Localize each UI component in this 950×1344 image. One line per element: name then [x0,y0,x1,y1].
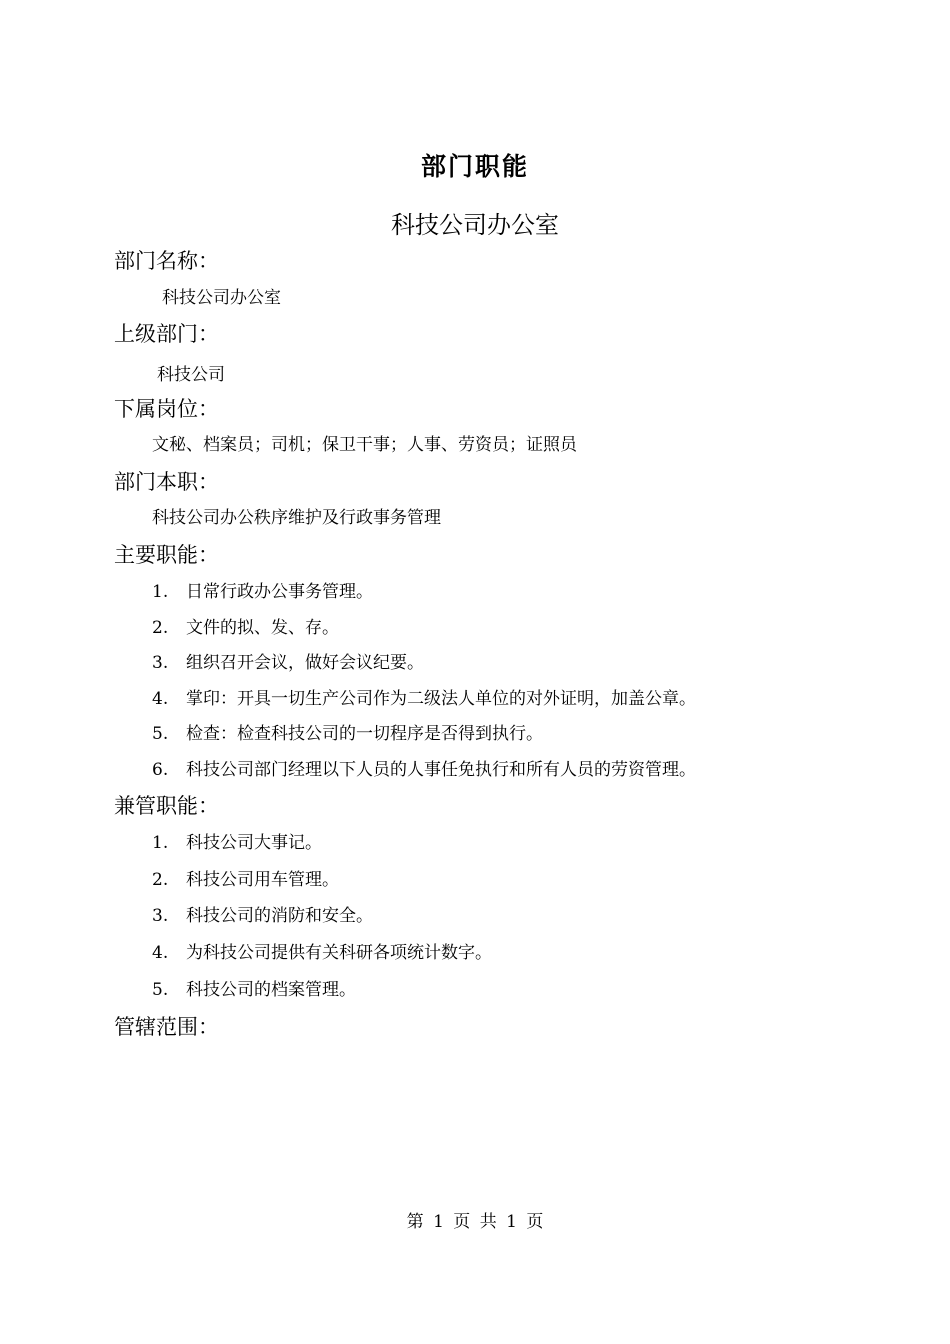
list-item-text: 科技公司用车管理。 [186,870,339,890]
list-item [152,979,356,1001]
list-item [152,688,696,710]
list-item-number: 5. [152,980,169,1000]
list-item [152,832,322,854]
jurisdiction-heading: 管辖范围： [114,1015,219,1039]
main-functions-heading: 主要职能： [114,543,219,567]
list-item-number: 6. [152,760,169,780]
list-item-text: 科技公司部门经理以下人员的人事任免执行和所有人员的劳资管理。 [186,760,696,780]
list-item-number: 2. [152,870,169,890]
list-item-number: 3. [152,653,169,673]
list-item [152,617,339,639]
list-item [152,942,492,964]
document-subtitle: 科技公司办公室 [391,211,559,239]
list-item [152,869,339,891]
page-footer: 第 1 页 共 1 页 [406,1212,544,1232]
list-item [152,652,424,674]
list-item [152,723,543,745]
list-item-number: 2. [152,618,169,638]
list-item [152,905,373,927]
dept-name-heading: 部门名称： [114,249,219,273]
list-item-number: 3. [152,906,169,926]
list-item-text: 科技公司大事记。 [186,833,322,853]
list-item-text: 掌印：开具一切生产公司作为二级法人单位的对外证明，加盖公章。 [186,689,696,709]
list-item [152,581,373,603]
list-item-number: 4. [152,689,169,709]
subordinate-posts-text: 文秘、档案员；司机；保卫干事；人事、劳资员；证照员 [152,435,577,455]
parent-dept-text: 科技公司 [157,365,225,385]
list-item-text: 检查：检查科技公司的一切程序是否得到执行。 [186,724,543,744]
dept-duty-heading: 部门本职： [114,470,219,494]
list-item-text: 日常行政办公事务管理。 [186,582,373,602]
list-item-text: 科技公司的消防和安全。 [186,906,373,926]
list-item [152,759,696,781]
list-item-text: 文件的拟、发、存。 [186,618,339,638]
list-item-number: 1. [152,833,169,853]
list-item-number: 4. [152,943,169,963]
parent-dept-heading: 上级部门： [114,322,219,346]
concurrent-functions-heading: 兼管职能： [114,794,219,818]
subordinate-posts-heading: 下属岗位： [114,397,219,421]
list-item-text: 科技公司的档案管理。 [186,980,356,1000]
list-item-text: 为科技公司提供有关科研各项统计数字。 [186,943,492,963]
dept-name-text: 科技公司办公室 [162,288,281,308]
list-item-number: 5. [152,724,169,744]
dept-duty-text: 科技公司办公秩序维护及行政事务管理 [152,508,441,528]
list-item-text: 组织召开会议，做好会议纪要。 [186,653,424,673]
document-title: 部门职能 [420,152,529,181]
list-item-number: 1. [152,582,169,602]
